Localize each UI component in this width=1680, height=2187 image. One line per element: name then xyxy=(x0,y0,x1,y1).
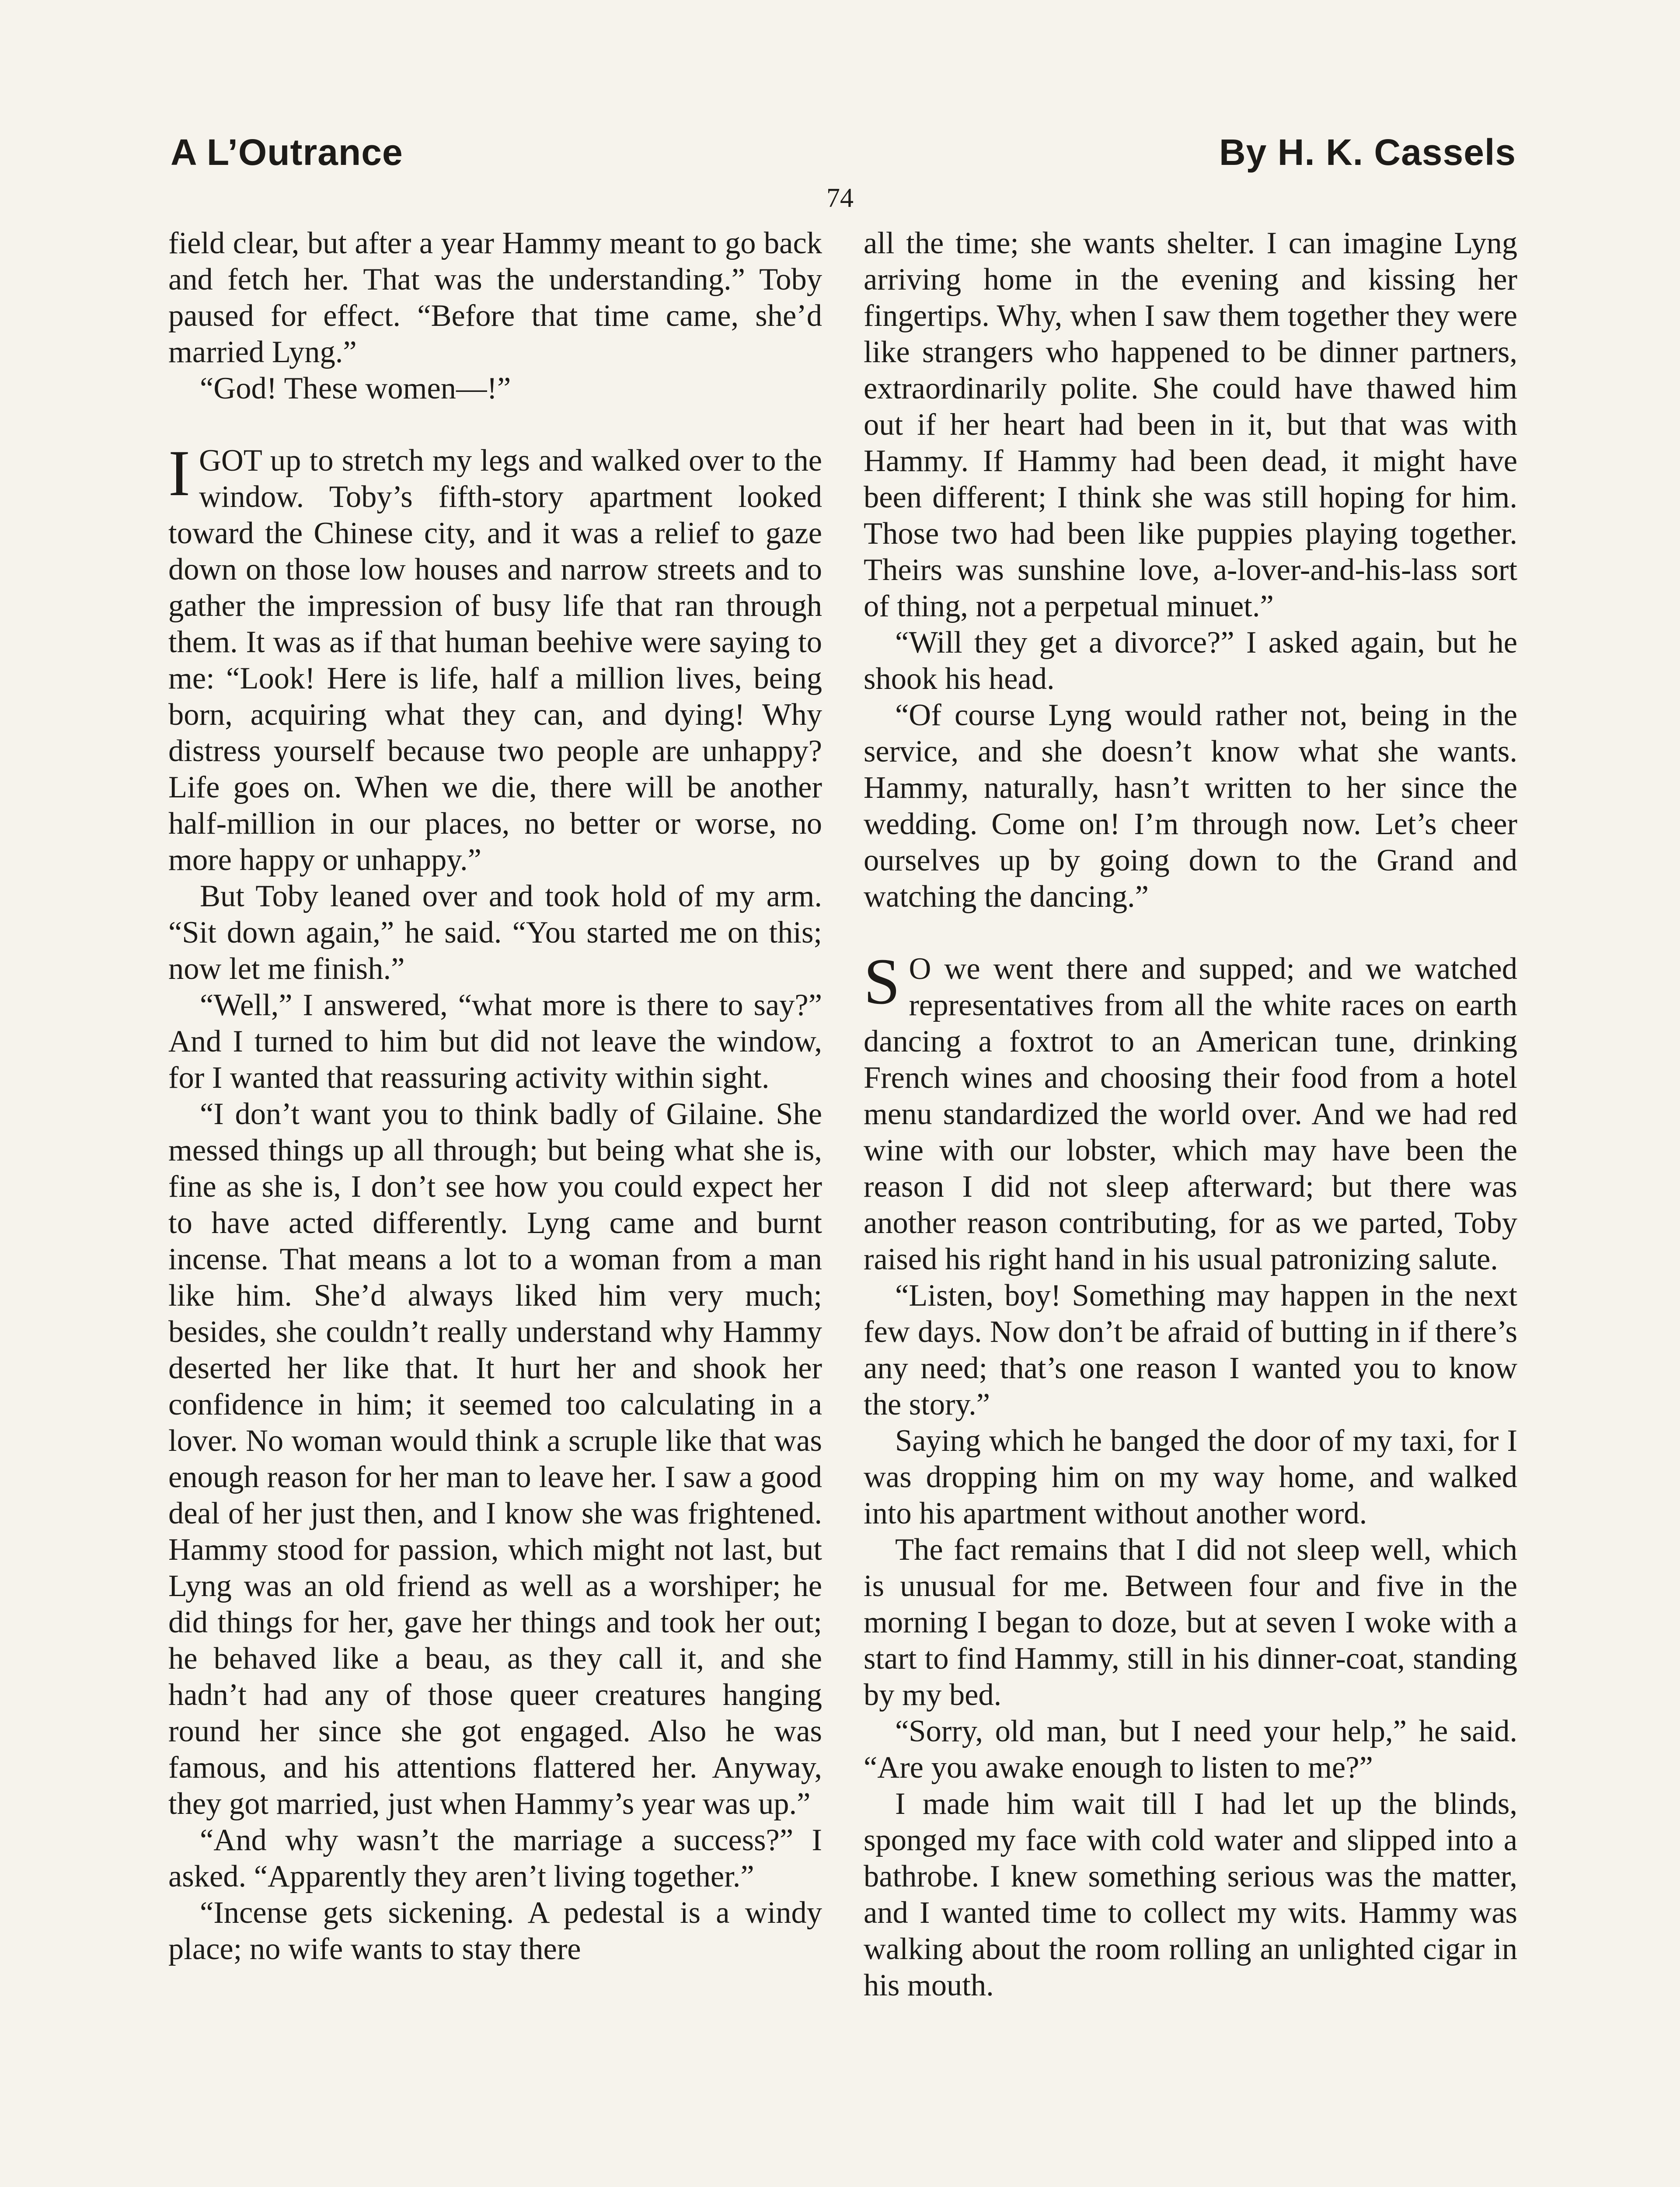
section-opening-text: GOT up to stretch my legs and walked over to the window. Toby’s fifth-story apartment looked toward the Chinese city, and it was a relief to gaze down on those low houses and narrow streets and to gather the impression of busy life that ran through them. It was as if that human beehive were saying to me: “Look! Here is life, half a million lives, being born, acquiring what they can, and dying! Why distress yourself because two people are unhappy? Life goes on. When we die, there will be another half-million in our places, no better or worse, no more happy or unhappy.” xyxy=(168,444,822,877)
paragraph: I made him wait till I had let up the blinds, sponged my face with cold water and slipped into a bathrobe. I knew something serious was the matter, and I wanted time to collect my wits. Hammy was walking about the room rolling an unlighted cigar in his mouth. xyxy=(864,1787,1517,2002)
paragraph: “Sorry, old man, but I need your help,” he said. “Are you awake enough to listen to me?” xyxy=(864,1714,1517,1785)
paragraph: “Well,” I answered, “what more is there to say?” And I turned to him but did not leave the window, for I wanted that reassuring activity within sight. xyxy=(168,988,822,1095)
paragraph: Saying which he banged the door of my taxi, for I was dropping him on my way home, and walked into his apartment without another word. xyxy=(864,1424,1517,1530)
paragraph: “Of course Lyng would rather not, being in the service, and she doesn’t know what she wants. Hammy, naturally, hasn’t written to her since the wedding. Come on! I’m through now. Let’s cheer ourselves up by going down to the Grand and watching the dancing.” xyxy=(864,698,1517,914)
section-opening-paragraph xyxy=(864,945,1517,1278)
paragraph: “Incense gets sickening. A pedestal is a windy place; no wife wants to stay there xyxy=(168,1896,822,1966)
paragraph: “Will they get a divorce?” I asked again, but he shook his head. xyxy=(864,625,1517,696)
author-byline: By H. K. Cassels xyxy=(1219,132,1516,173)
paragraph: “God! These women—!” xyxy=(200,371,511,405)
section-opening-paragraph xyxy=(168,437,822,878)
left-column xyxy=(168,225,822,1967)
paragraph: But Toby leaned over and took hold of my arm. “Sit down again,” he said. “You started me on this; now let me finish.” xyxy=(168,879,822,986)
paragraph: “And why wasn’t the marriage a success?” I asked. “Apparently they aren’t living together.” xyxy=(168,1823,822,1894)
paragraph: The fact remains that I did not sleep well, which is unusual for me. Between four and five in the morning I began to doze, but at seven I woke with a start to find Hammy, still in his dinner-coat, standing by my bed. xyxy=(864,1533,1517,1712)
paragraph: field clear, but after a year Hammy meant to go back and fetch her. That was the understanding.” Toby paused for effect. “Before that time came, she’d married Lyng.” xyxy=(168,226,822,369)
paragraph: “I don’t want you to think badly of Gilaine. She messed things up all through; but being what she is, fine as she is, I don’t see how you could expect her to have acted differently. Lyng came and burnt incense. That means a lot to a woman from a man like him. She’d always liked him very much; besides, she couldn’t really understand why Hammy deserted her like that. It hurt her and shook her confidence in him; it seemed too calculating in a lover. No woman would think a scruple like that was enough reason for her man to leave her. I saw a good deal of her just then, and I know she was frightened. Hammy stood for passion, which might not last, but Lyng was an old friend as well as a worshiper; he did things for her, gave her things and took her out; he behaved like a beau, as they call it, and she hadn’t had any of those queer creatures hanging round her since she got engaged. Also he was famous, and his attentions flattered her. Anyway, they got married, just when Hammy’s year was up.” xyxy=(168,1097,822,1821)
paragraph: all the time; she wants shelter. I can imagine Lyng arriving home in the evening and kissing her fingertips. Why, when I saw them together they were like strangers who happened to be dinner partners, extraordinarily polite. She could have thawed him out if her heart had been in it, but that was with Hammy. If Hammy had been dead, it might have been different; I think she was still hoping for him. Those two had been like puppies playing together. Theirs was sunshine love, a-lover-and-his-lass sort of thing, not a perpetual minuet.” xyxy=(864,226,1517,623)
drop-cap: S xyxy=(864,945,900,1018)
drop-cap: I xyxy=(168,437,190,510)
right-column xyxy=(864,225,1517,2004)
page-number: 74 xyxy=(826,183,854,213)
paragraph: “Listen, boy! Something may happen in the next few days. Now don’t be afraid of butting in if there’s any need; that’s one reason I wanted you to know the story.” xyxy=(864,1279,1517,1422)
section-opening-text: O we went there and supped; and we watched representatives from all the white races on earth dancing a foxtrot to an American tune, drinking French wines and choosing their food from a hotel menu standardized the world over. And we had red wine with our lobster, which may have been the reason I did not sleep afterward; but there was another reason contributing, for as we parted, Toby raised his right hand in his usual patronizing salute. xyxy=(864,952,1517,1276)
story-title: A L’Outrance xyxy=(171,132,403,173)
